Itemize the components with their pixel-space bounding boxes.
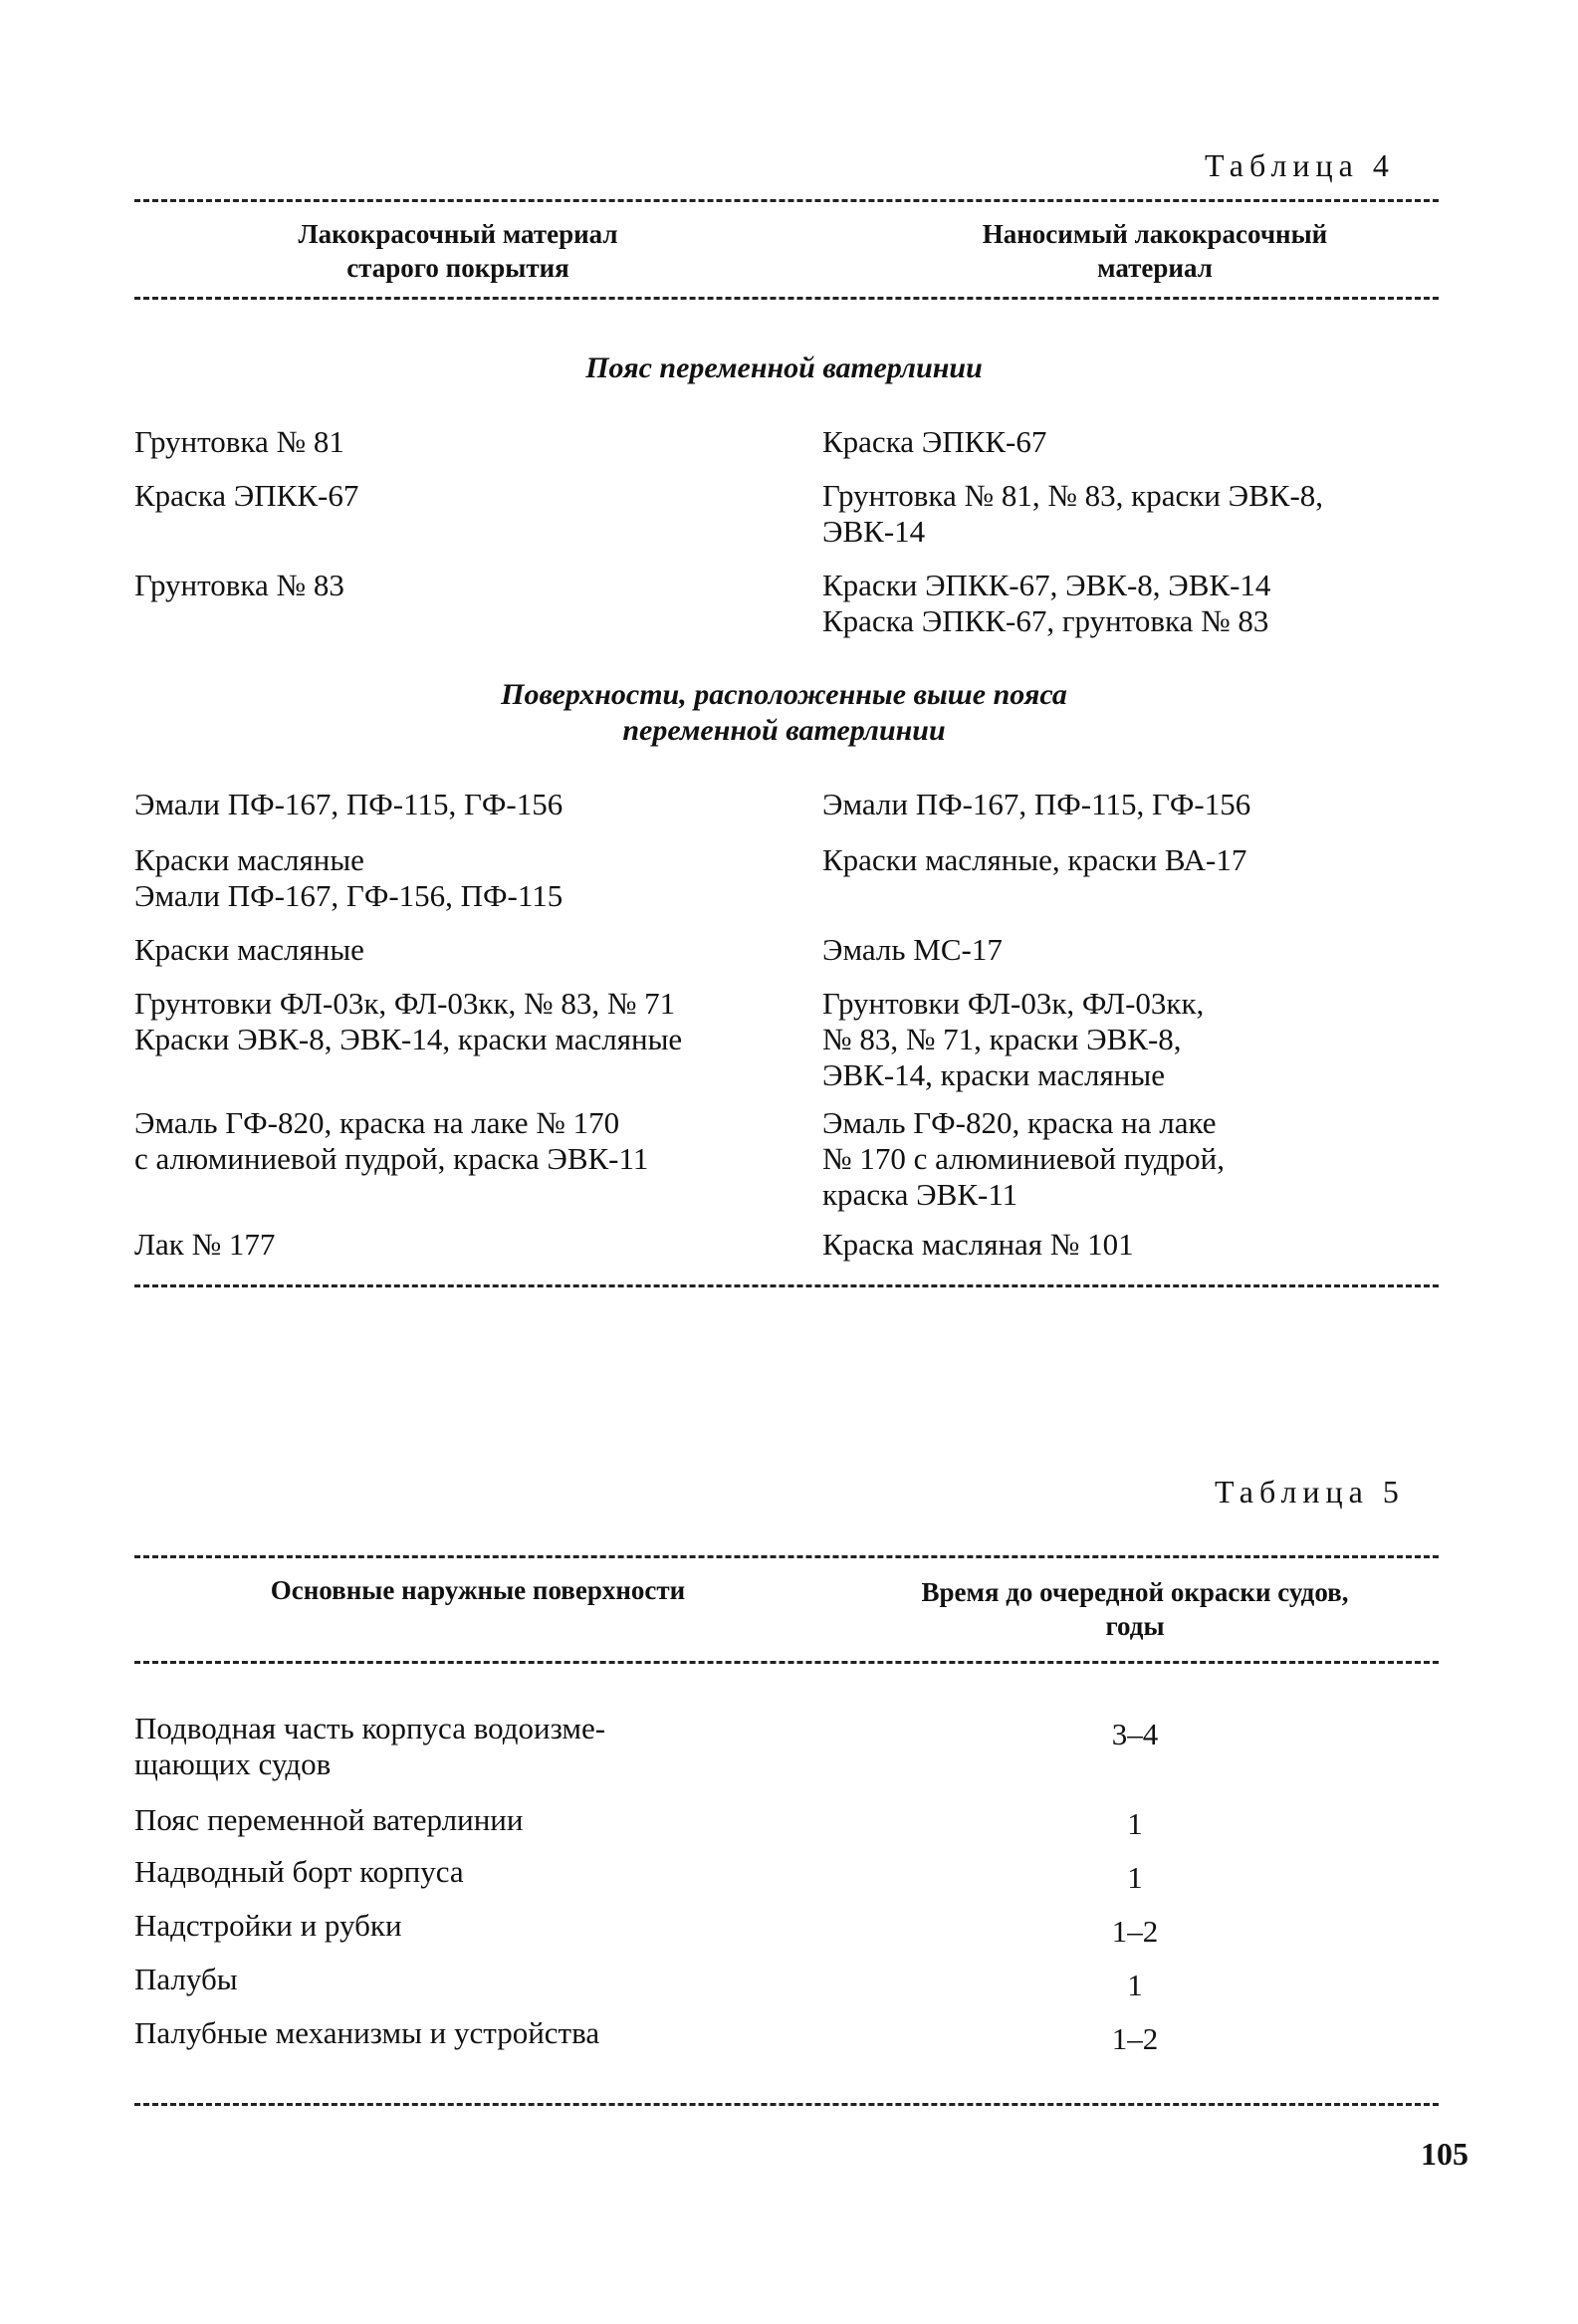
table4-row-new: Краска ЭПКК-67 [822, 424, 1047, 459]
table5-row-surface: Палубные механизмы и устройства [134, 2015, 600, 2050]
table4-row-new: Грунтовка № 81, № 83, краски ЭВК-8, ЭВК-14 [822, 478, 1324, 549]
table5-header-rule [134, 1661, 1439, 1664]
table4-row-new: Эмали ПФ-167, ПФ-115, ГФ-156 [822, 787, 1251, 821]
table4-row-old: Эмаль ГФ-820, краска на лаке № 170 с алюминиевой пудрой, краска ЭВК-11 [134, 1105, 649, 1176]
table4-section-title: Поверхности, расположенные выше пояса переменной ватерлинии [501, 678, 1067, 747]
table4-row-old: Грунтовка № 83 [134, 568, 344, 602]
table5-row-surface: Палубы [134, 1962, 238, 1996]
table4-header-rule [134, 297, 1439, 300]
table5-row-surface: Надводный борт корпуса [134, 1854, 464, 1889]
table5-row-surface: Пояс переменной ватерлинии [134, 1802, 524, 1837]
table4-col1-header: Лакокрасочный материал старого покрытия [298, 219, 618, 283]
table5-row-years: 1 [1127, 1806, 1143, 1841]
table4-row-new: Грунтовки ФЛ-03к, ФЛ-03кк, № 83, № 71, краски ЭВК-8, ЭВК-14, краски масляные [822, 986, 1205, 1092]
page-number: 105 [1421, 2136, 1468, 2172]
table4-row-old: Эмали ПФ-167, ПФ-115, ГФ-156 [134, 787, 564, 821]
table4-row-old: Краски масляные [134, 932, 364, 967]
table4-row-old: Краски масляные Эмали ПФ-167, ГФ-156, ПФ-115 [134, 842, 564, 913]
table5-row-years: 1 [1127, 1968, 1143, 2002]
table5-row-years: 1 [1127, 1860, 1143, 1895]
table4-row-old: Грунтовки ФЛ-03к, ФЛ-03кк, № 83, № 71 Краски ЭВК-8, ЭВК-14, краски масляные [134, 986, 683, 1056]
table5-col1-header: Основные наружные поверхности [270, 1575, 686, 1605]
table4-bottom-rule [134, 1284, 1439, 1287]
table4-row-new: Эмаль ГФ-820, краска на лаке № 170 с алюминиевой пудрой, краска ЭВК-11 [822, 1105, 1225, 1212]
table4-row-old: Лак № 177 [134, 1227, 276, 1262]
table4-row-new: Краска масляная № 101 [822, 1227, 1134, 1262]
table4-caption: Таблица 4 [1205, 147, 1395, 183]
table4-section-title: Пояс переменной ватерлинии [585, 351, 983, 384]
table5-row-surface: Подводная часть корпуса водоизме- щающих судов [134, 1711, 606, 1781]
table5-caption: Таблица 5 [1215, 1474, 1405, 1510]
table5-row-years: 3–4 [1111, 1717, 1159, 1751]
table4-row-new: Краски масляные, краски ВА-17 [822, 842, 1247, 877]
table4-row-old: Краска ЭПКК-67 [134, 478, 359, 513]
table5-row-years: 1–2 [1111, 2021, 1159, 2056]
table4-row-new: Эмаль МС-17 [822, 932, 1003, 967]
table5-top-rule [134, 1555, 1439, 1558]
table4-col2-header: Наносимый лакокрасочный материал [982, 219, 1328, 283]
table5-row-surface: Надстройки и рубки [134, 1908, 402, 1943]
table4-top-rule [134, 199, 1439, 202]
table5-bottom-rule [134, 2103, 1439, 2106]
table4-row-new: Краски ЭПКК-67, ЭВК-8, ЭВК-14 Краска ЭПКК-67, грунтовка № 83 [822, 568, 1271, 638]
table5-col2-header: Время до очередной окраски судов, годы [921, 1577, 1349, 1641]
table5-row-years: 1–2 [1111, 1914, 1159, 1949]
table4-row-old: Грунтовка № 81 [134, 424, 344, 459]
